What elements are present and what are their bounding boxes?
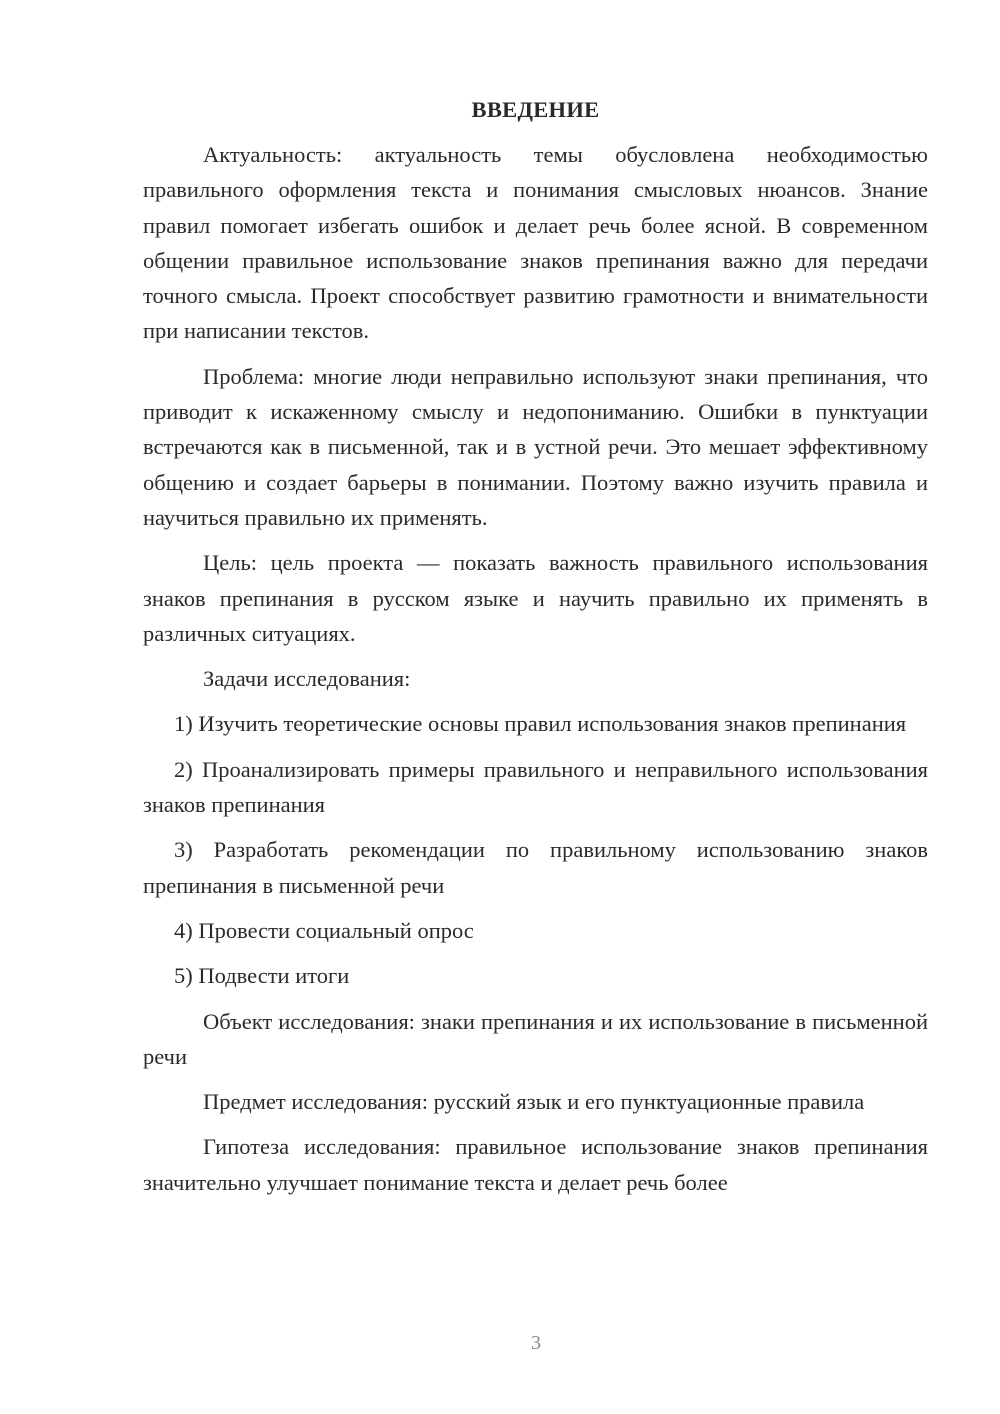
relevance-paragraph: Актуальность: актуальность темы обусловлена необходимостью правильного оформления текста и понимания смысловых нюансов. Знание правил помогает избегать ошибок и делает речь более ясной. В современном общении правильное использование знаков препинания важно для передачи точного смысла. Проект способствует развитию грамотности и внимательности при написании текстов.	[143, 142, 928, 344]
subject-paragraph: Предмет исследования: русский язык и его пунктуационные правила	[203, 1089, 865, 1115]
task-item-3: 3) Разработать рекомендации по правильному использованию знаков препинания в письменной речи	[143, 837, 928, 898]
section-title: ВВЕДЕНИЕ	[471, 97, 600, 122]
problem-paragraph: Проблема: многие люди неправильно используют знаки препинания, что приводит к искаженному смыслу и недопониманию. Ошибки в пунктуации встречаются как в письменной, так и в устной речи. Это мешает эффективному общению и создает барьеры в понимании. Поэтому важно изучить правила и научиться правильно их применять.	[143, 363, 928, 530]
hypothesis-paragraph: Гипотеза исследования: правильное использование знаков препинания значительно улучшает понимание текста и делает речь более	[143, 1134, 928, 1195]
goal-paragraph: Цель: цель проекта — показать важность правильного использования знаков препинания в русском языке и научить правильно их применять в различных ситуациях.	[143, 550, 928, 646]
task-item-4: 4) Провести социальный опрос	[174, 917, 474, 943]
task-item-5: 5) Подвести итоги	[174, 963, 350, 989]
page-number: 3	[531, 1332, 541, 1354]
task-item-1: 1) Изучить теоретические основы правил использования знаков препинания	[174, 711, 907, 737]
task-item-2: 2) Проанализировать примеры правильного и неправильного использования знаков препинания	[143, 756, 928, 818]
object-paragraph: Объект исследования: знаки препинания и их использование в письменной речи	[143, 1008, 928, 1069]
tasks-heading: Задачи исследования:	[203, 666, 411, 692]
document-page	[143, 92, 928, 1200]
